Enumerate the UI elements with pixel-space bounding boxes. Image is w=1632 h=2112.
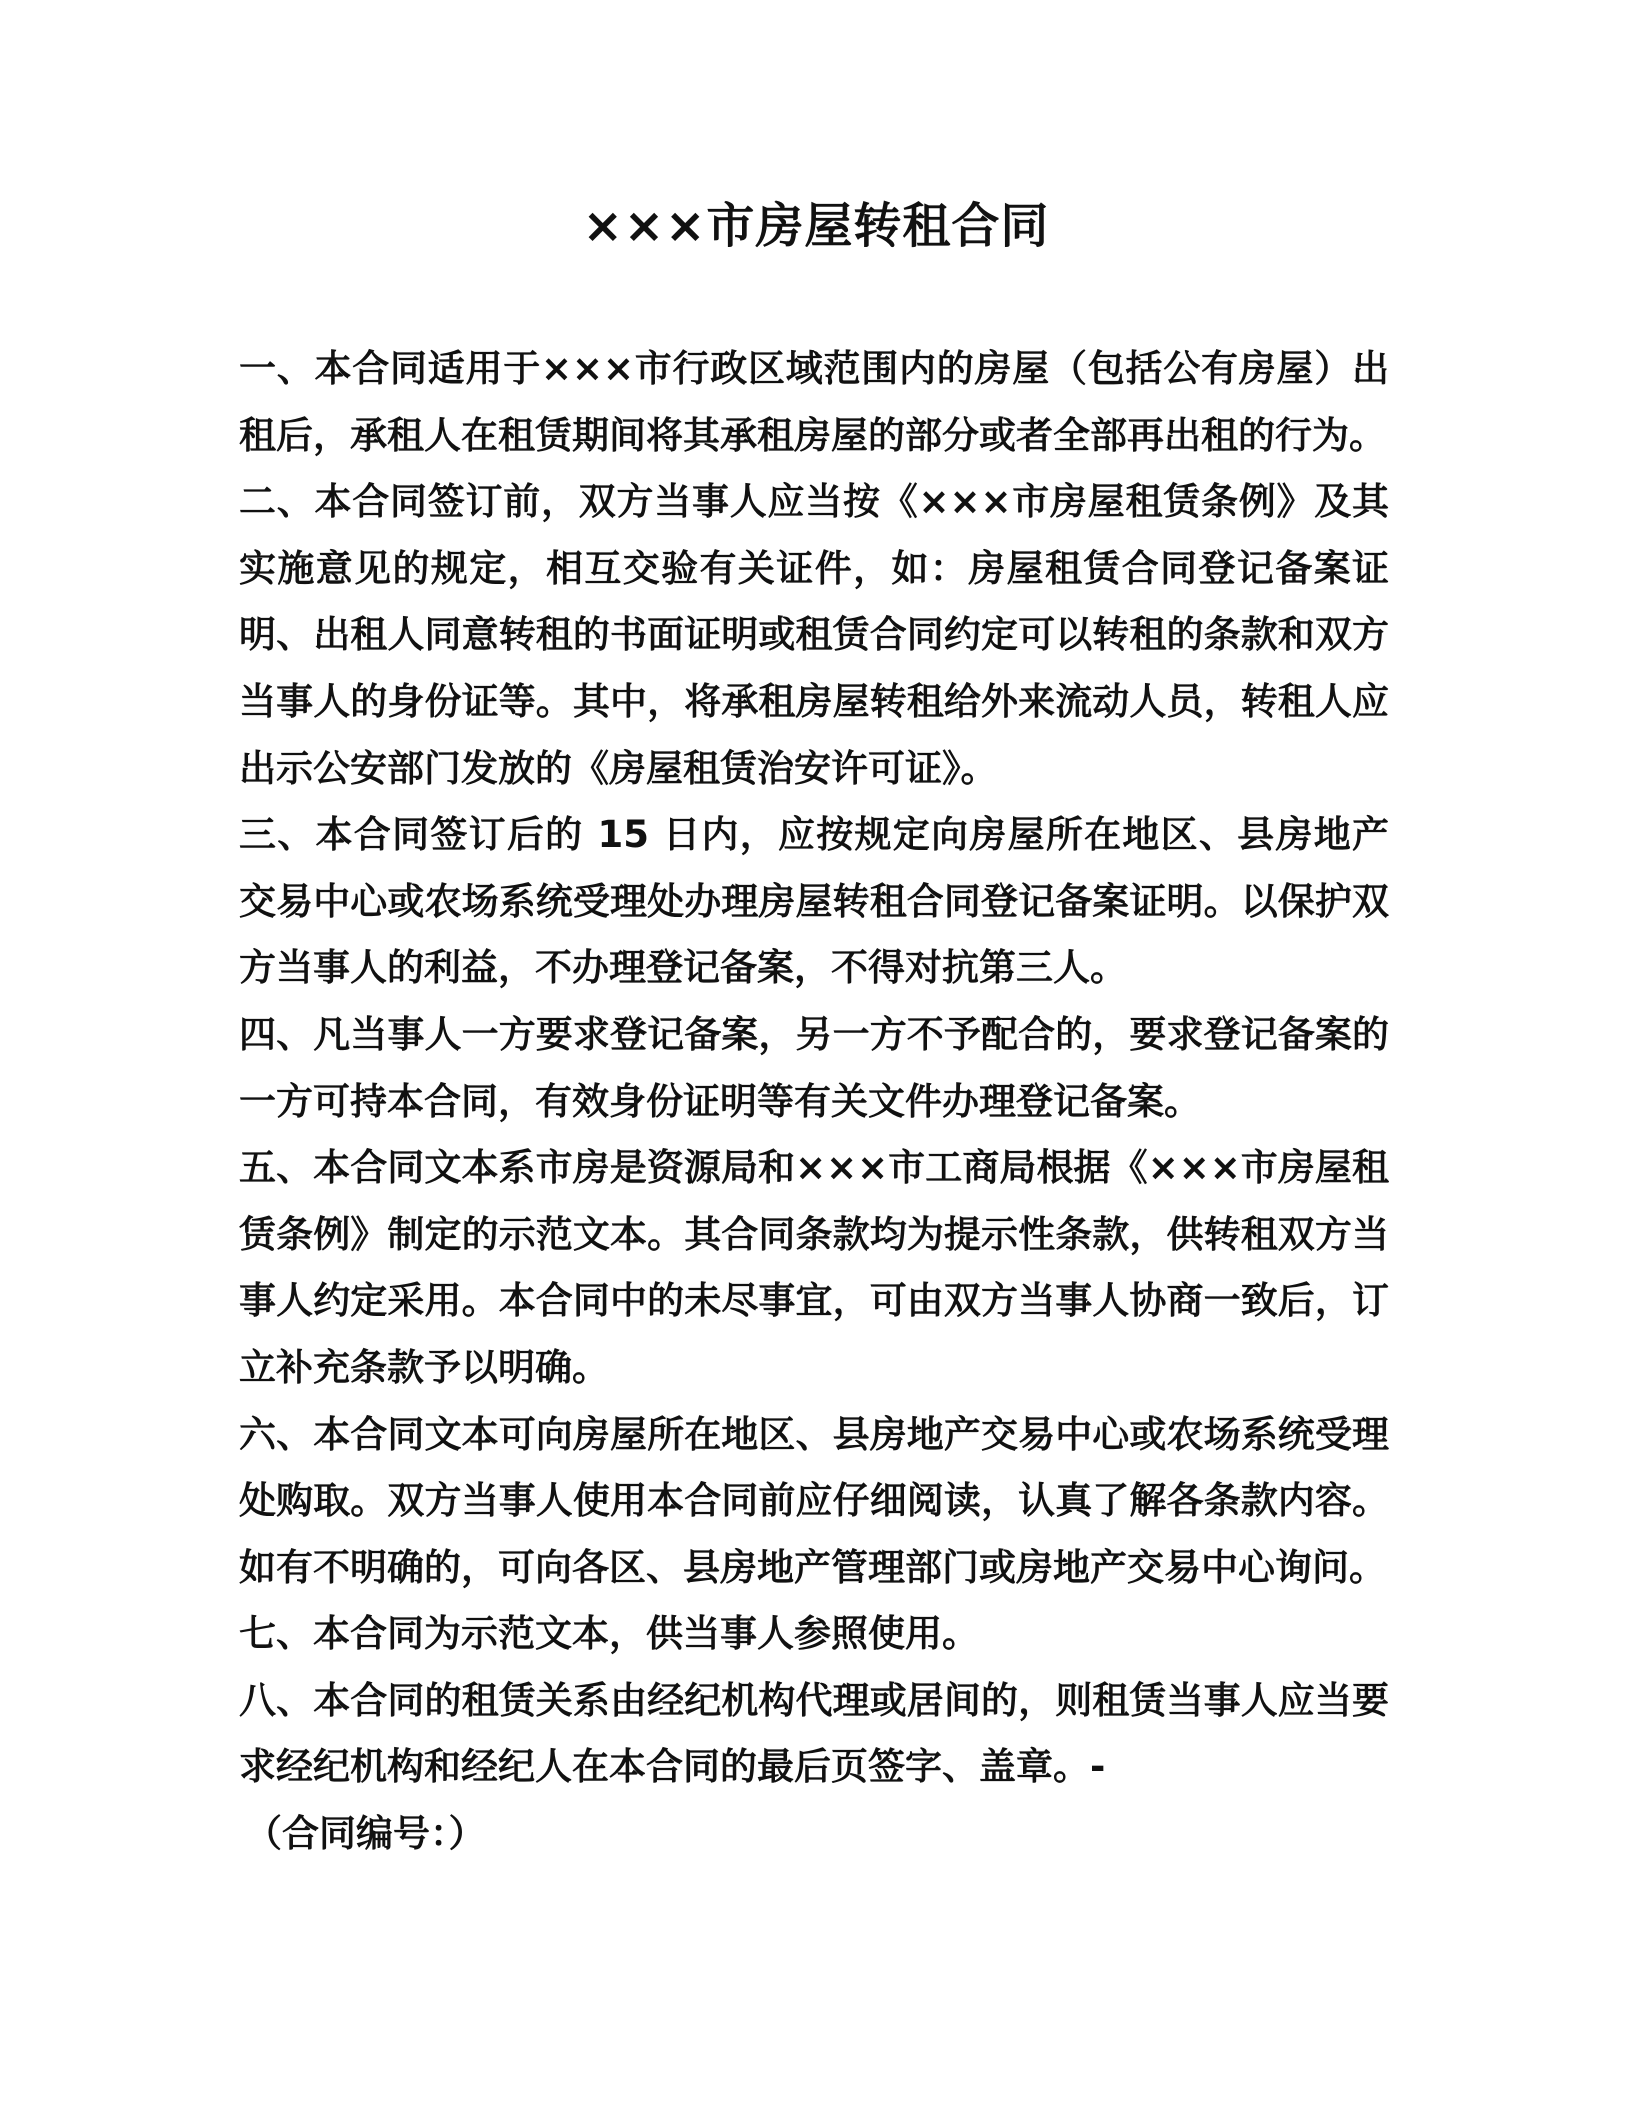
paragraph-6: 六、本合同文本可向房屋所在地区、县房地产交易中心或农场系统受理处购取。双方当事人使用本合同前应仔细阅读，认真了解各条款内容。如有不明确的，可向各区、县房地产管理部门或房地产交易中心询问。 [239, 1412, 1389, 1589]
paragraph-3: 三、本合同签订后的 15 日内，应按规定向房屋所在地区、县房地产交易中心或农场系统受理处办理房屋转租合同登记备案证明。以保护双方当事人的利益，不办理登记备案，不得对抗第三人。 [239, 813, 1389, 990]
paragraph-4: 四、凡当事人一方要求登记备案，另一方不予配合的，要求登记备案的一方可持本合同，有效身份证明等有关文件办理登记备案。 [239, 1012, 1389, 1123]
paragraph-2: 二、本合同签订前，双方当事人应当按《×××市房屋租赁条例》及其实施意见的规定，相互交验有关证件，如：房屋租赁合同登记备案证明、出租人同意转租的书面证明或租赁合同约定可以转租的条款和双方当事人的身份证等。其中，将承租房屋转租给外来流动人员，转租人应出示公安部门发放的《房屋租赁治安许可证》。 [239, 480, 1389, 790]
document-body [239, 336, 1389, 1868]
paragraph-8: 八、本合同的租赁关系由经纪机构代理或居间的，则租赁当事人应当要求经纪机构和经纪人在本合同的最后页签字、盖章。- [239, 1678, 1389, 1789]
document-title: ×××市房屋转租合同 [582, 198, 1050, 254]
paragraph-7: 七、本合同为示范文本，供当事人参照使用。 [239, 1612, 979, 1656]
contract-number-label: （合同编号：） [245, 1812, 486, 1856]
paragraph-5: 五、本合同文本系市房是资源局和×××市工商局根据《×××市房屋租赁条例》制定的示范文本。其合同条款均为提示性条款，供转租双方当事人约定采用。本合同中的未尽事宜，可由双方当事人协商一致后，订立补充条款予以明确。 [239, 1146, 1389, 1389]
paragraph-1: 一、本合同适用于×××市行政区域范围内的房屋（包括公有房屋）出租后，承租人在租赁期间将其承租房屋的部分或者全部再出租的行为。 [239, 347, 1389, 457]
